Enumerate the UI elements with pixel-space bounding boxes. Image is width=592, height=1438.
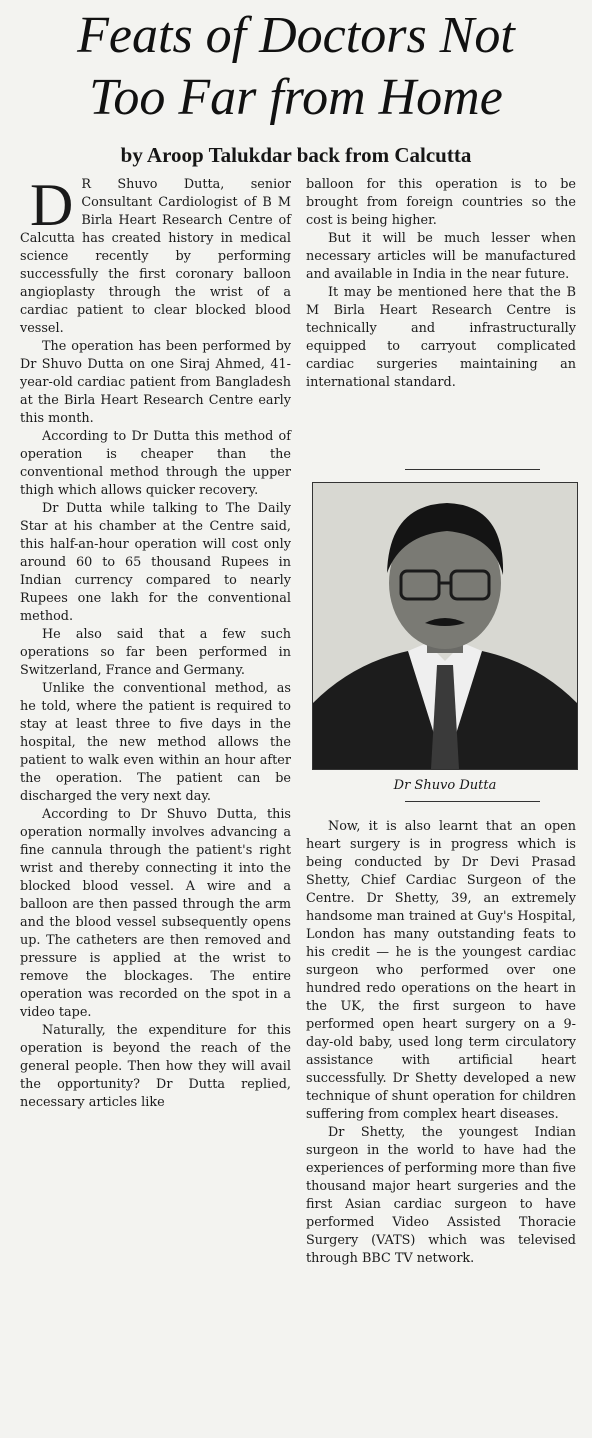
drop-cap: D (30, 172, 74, 238)
right-column-bottom (306, 818, 576, 1268)
headline-line-1: Feats of Doctors Not (77, 7, 515, 64)
headline-line-2: Too Far from Home (89, 69, 503, 126)
paragraph: Unlike the conventional method, as he told, where the patient is required to stay at least three to five days in the hospital, the new method allows the patient to walk even within an hour after the operation. The patient can be discharged the very next day. (20, 681, 291, 804)
paragraph: But it will be much lesser when necessary articles will be manufactured and available in India in the near future. (306, 231, 576, 282)
paragraph: The operation has been performed by Dr Shuvo Dutta on one Siraj Ahmed, 41-year-old cardiac patient from Bangladesh at the Birla Heart Research Centre early this month. (20, 339, 291, 426)
portrait-illustration (313, 483, 577, 769)
paragraph: R Shuvo Dutta, senior Consultant Cardiologist of B M Birla Heart Research Centre of Calcutta has created history in medical science recently by performing successfully the first coronary balloon angioplasty through the wrist of a cardiac patient to clear blocked blood vessel. (20, 177, 291, 336)
left-column (20, 172, 291, 1112)
paragraph: According to Dr Dutta this method of operation is cheaper than the conventional method through the upper thigh which allows quicker recovery. (20, 429, 291, 498)
paragraph: It may be mentioned here that the B M Birla Heart Research Centre is technically and infrastructurally equipped to carryout complicated cardiac surgeries maintaining an international standard. (306, 285, 576, 390)
right-column-top (306, 176, 576, 392)
paragraph: He also said that a few such operations so far been performed in Switzerland, France and Germany. (20, 627, 291, 678)
paragraph: Dr Dutta while talking to The Daily Star at his chamber at the Centre said, this half-an-hour operation will cost only around 60 to 65 thousand Rupees in Indian currency compared to nearly Rupees one lakh for the conventional method. (20, 501, 291, 624)
divider-rule (405, 469, 540, 470)
paragraph: According to Dr Shuvo Dutta, this operation normally involves advancing a fine cannula through the patient's right wrist and thereby connecting it into the blocked blood vessel. A wire and a balloon are then passed through the arm and the blood vessel subsequently opens up. The catheters are then removed and pressure is applied at the wrist to remove the blockages. The entire operation was recorded on the spot in a video tape. (20, 807, 291, 1020)
paragraph: Now, it is also learnt that an open heart surgery is in progress which is being conducted by Dr Devi Prasad Shetty, Chief Cardiac Surgeon of the Centre. Dr Shetty, 39, an extremely handsome man trained at Guy's Hospital, London has many outstanding feats to his credit — he is the youngest cardiac surgeon who performed over one hundred redo operations on the heart in the UK, the first surgeon to have performed open heart surgery on a 9-day-old baby, used long term circulatory assistance with artificial heart successfully. Dr Shetty developed a new technique of shunt operation for children suffering from complex heart diseases. (306, 819, 576, 1122)
paragraph: balloon for this operation is to be brought from foreign countries so the cost is being higher. (306, 177, 576, 228)
photo-caption: Dr Shuvo Dutta (393, 778, 497, 793)
paragraph: Naturally, the expenditure for this operation is beyond the reach of the general people. Then how they will avail the opportunity? Dr Dutta replied, necessary articles like (20, 1023, 291, 1110)
paragraph: Dr Shetty, the youngest Indian surgeon in the world to have had the experiences of performing more than five thousand major heart surgeries and the first Asian cardiac surgeon to have performed Video Assisted Thoracie Surgery (VATS) which was televised through BBC TV network. (306, 1125, 576, 1266)
portrait-photo (312, 482, 578, 770)
byline: by Aroop Talukdar back from Calcutta (120, 143, 472, 167)
divider-rule (405, 801, 540, 802)
